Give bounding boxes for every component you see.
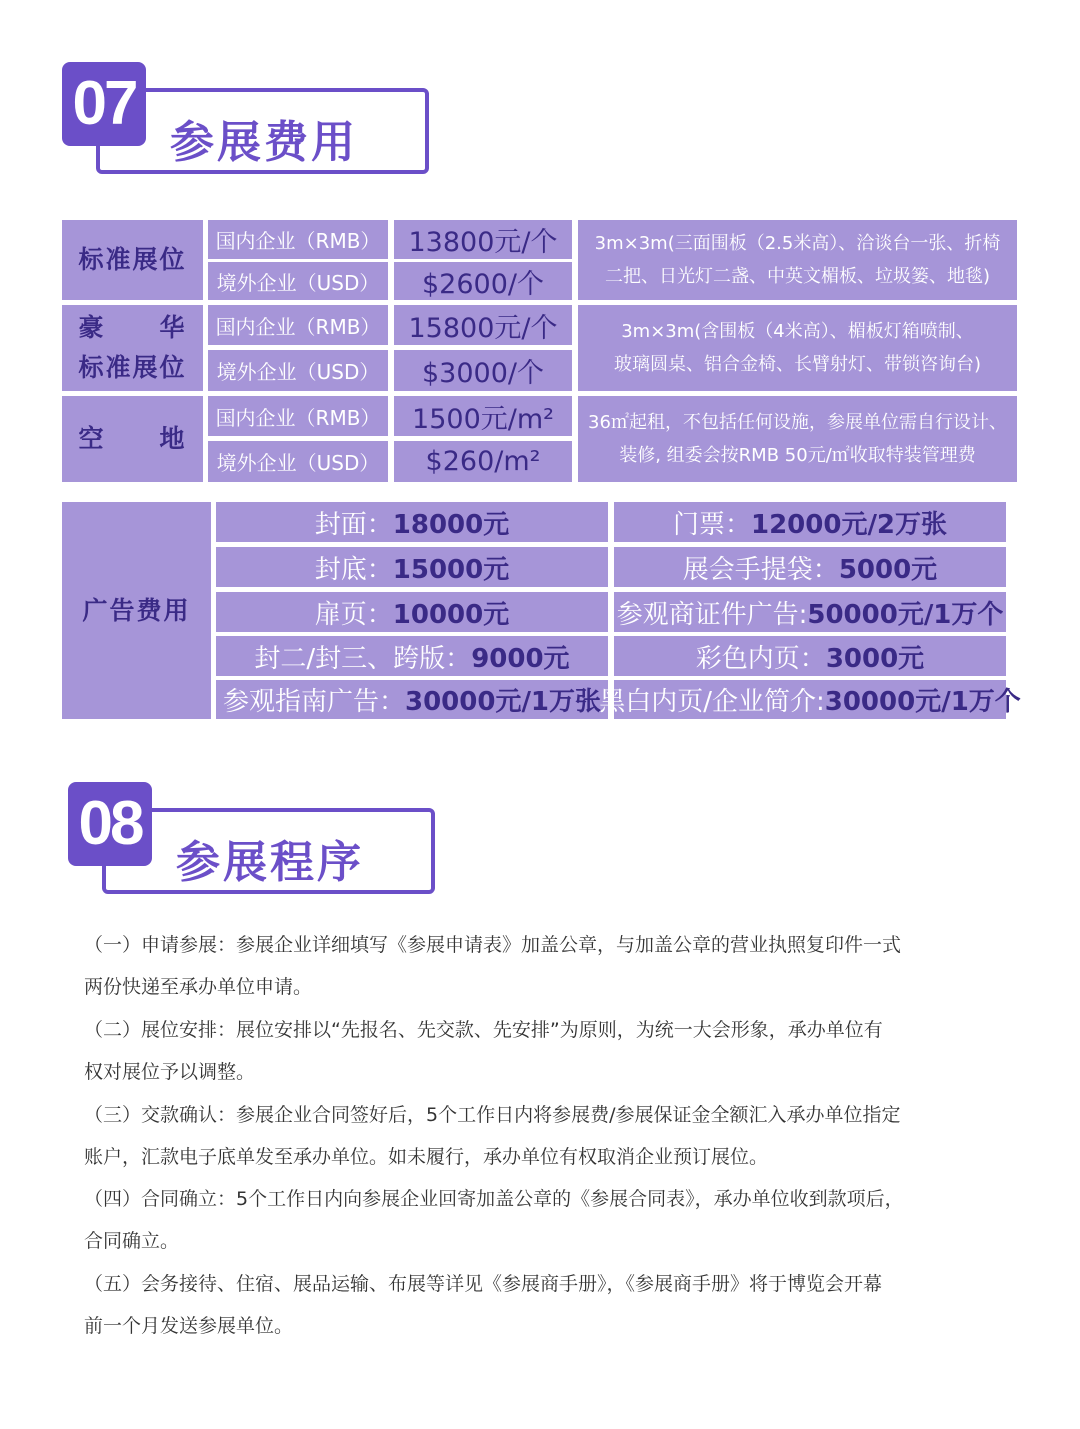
section-title: 参展程序 — [176, 837, 364, 888]
procedure-line: 权对展位予以调整。 — [84, 1061, 256, 1083]
description-line: 二把、日光灯二盏、中英文楣板、垃圾篓、地毯) — [604, 266, 991, 287]
ad-item-value: 10000元 — [392, 599, 510, 630]
procedure-line: （二）展位安排：展位安排以“先报名、先交款、先安排”为原则，为统一大会形象，承办单位有 — [84, 1019, 883, 1041]
procedure-line: 前一个月发送参展单位。 — [84, 1315, 294, 1337]
booth-category: 空 地 — [62, 396, 203, 482]
ad-item-label: 彩色内页： — [695, 643, 826, 674]
procedure-line: 合同确立。 — [84, 1230, 180, 1252]
booth-description — [578, 220, 1017, 300]
ad-item — [599, 680, 1021, 719]
ad-item-label: 扉页： — [314, 599, 393, 630]
ad-item — [614, 502, 1006, 542]
ad-item-value: 15000元 — [392, 554, 510, 585]
overseas-price: $2600/个 — [394, 262, 572, 300]
section-title: 参展费用 — [170, 117, 358, 168]
ad-category: 广告费用 — [62, 502, 211, 719]
overseas-price: $260/m² — [394, 441, 572, 482]
ad-item — [216, 636, 608, 676]
description-line: 3m×3m(含围板（4米高）、楣板灯箱喷制、 — [621, 321, 974, 342]
ad-item — [216, 502, 608, 542]
ad-item-label: 封面： — [314, 509, 393, 540]
description-line: 玻璃圆桌、铝合金椅、长臂射灯、带锁咨询台) — [613, 354, 982, 375]
ad-item-value: 12000元/2万张 — [750, 509, 948, 540]
domestic-label: 国内企业（RMB） — [208, 396, 388, 436]
overseas-label: 境外企业（USD） — [208, 262, 388, 300]
ad-item-label: 黑白内页/企业简介: — [599, 687, 825, 717]
section-number: 08 — [68, 782, 152, 866]
ad-item — [216, 592, 608, 632]
procedure-item — [84, 1263, 994, 1347]
description-line: 36㎡起租，不包括任何设施，参展单位需自行设计、 — [588, 412, 1007, 433]
ad-item-label: 参观指南广告： — [222, 687, 405, 717]
procedure-line: 账户，汇款电子底单发至承办单位。如未履行，承办单位有权取消企业预订展位。 — [84, 1146, 769, 1168]
description-line: 3m×3m(三面围板（2.5米高）、洽谈台一张、折椅 — [594, 233, 1001, 254]
ad-item — [614, 592, 1006, 632]
ad-item — [614, 636, 1006, 676]
ad-item-label: 参观商证件广告: — [616, 599, 808, 630]
domestic-price: 1500元/m² — [394, 396, 572, 436]
procedure-item — [84, 1178, 994, 1262]
domestic-label: 国内企业（RMB） — [208, 305, 388, 345]
ad-item — [216, 680, 608, 719]
booth-description — [578, 305, 1017, 391]
section-number: 07 — [62, 62, 146, 146]
overseas-label: 境外企业（USD） — [208, 441, 388, 482]
ad-item-label: 封二/封三、跨版： — [254, 643, 472, 674]
ad-item-label: 门票： — [672, 509, 751, 540]
domestic-price: 13800元/个 — [394, 220, 572, 259]
ad-item — [614, 547, 1006, 587]
ad-item-value: 9000元 — [471, 643, 570, 674]
ad-item-label: 展会手提袋： — [682, 554, 839, 585]
category-line: 豪 华 — [78, 313, 187, 342]
ad-item-value: 50000元/1万个 — [807, 599, 1004, 630]
procedure-line: 两份快递至承办单位申请。 — [84, 976, 313, 998]
ad-item-label: 封底： — [314, 554, 393, 585]
procedure-line: （三）交款确认：参展企业合同签好后，5个工作日内将参展费/参展保证金全额汇入承办单位指定 — [84, 1104, 901, 1126]
ad-item-value: 3000元 — [825, 643, 925, 674]
procedure-item — [84, 924, 994, 1008]
ad-item-value: 5000元 — [838, 554, 938, 585]
ad-item-value: 30000元/1万个 — [824, 687, 1021, 717]
procedure-item — [84, 1009, 994, 1093]
booth-category — [62, 305, 203, 391]
section-07-header — [62, 62, 432, 177]
domestic-label: 国内企业（RMB） — [208, 220, 388, 259]
booth-description — [578, 396, 1017, 482]
ad-item-value: 30000元/1万张 — [404, 687, 602, 717]
ad-item — [216, 547, 608, 587]
category-line: 标准展位 — [78, 353, 187, 382]
section-08-header — [68, 782, 438, 897]
procedure-line: （一）申请参展：参展企业详细填写《参展申请表》加盖公章，与加盖公章的营业执照复印件一式 — [84, 934, 902, 956]
procedure-line: （五）会务接待、住宿、展品运输、布展等详见《参展商手册》，《参展商手册》将于博览会开幕 — [84, 1273, 883, 1295]
booth-category: 标准展位 — [62, 220, 203, 300]
procedure-line: （四）合同确立：5个工作日内向参展企业回寄加盖公章的《参展合同表》，承办单位收到款项后， — [84, 1188, 904, 1210]
description-line: 装修, 组委会按RMB 50元/㎡收取特装管理费 — [619, 445, 976, 466]
ad-item-value: 18000元 — [392, 509, 510, 540]
overseas-price: $3000/个 — [394, 350, 572, 391]
domestic-price: 15800元/个 — [394, 305, 572, 345]
overseas-label: 境外企业（USD） — [208, 350, 388, 391]
procedure-item — [84, 1094, 994, 1178]
